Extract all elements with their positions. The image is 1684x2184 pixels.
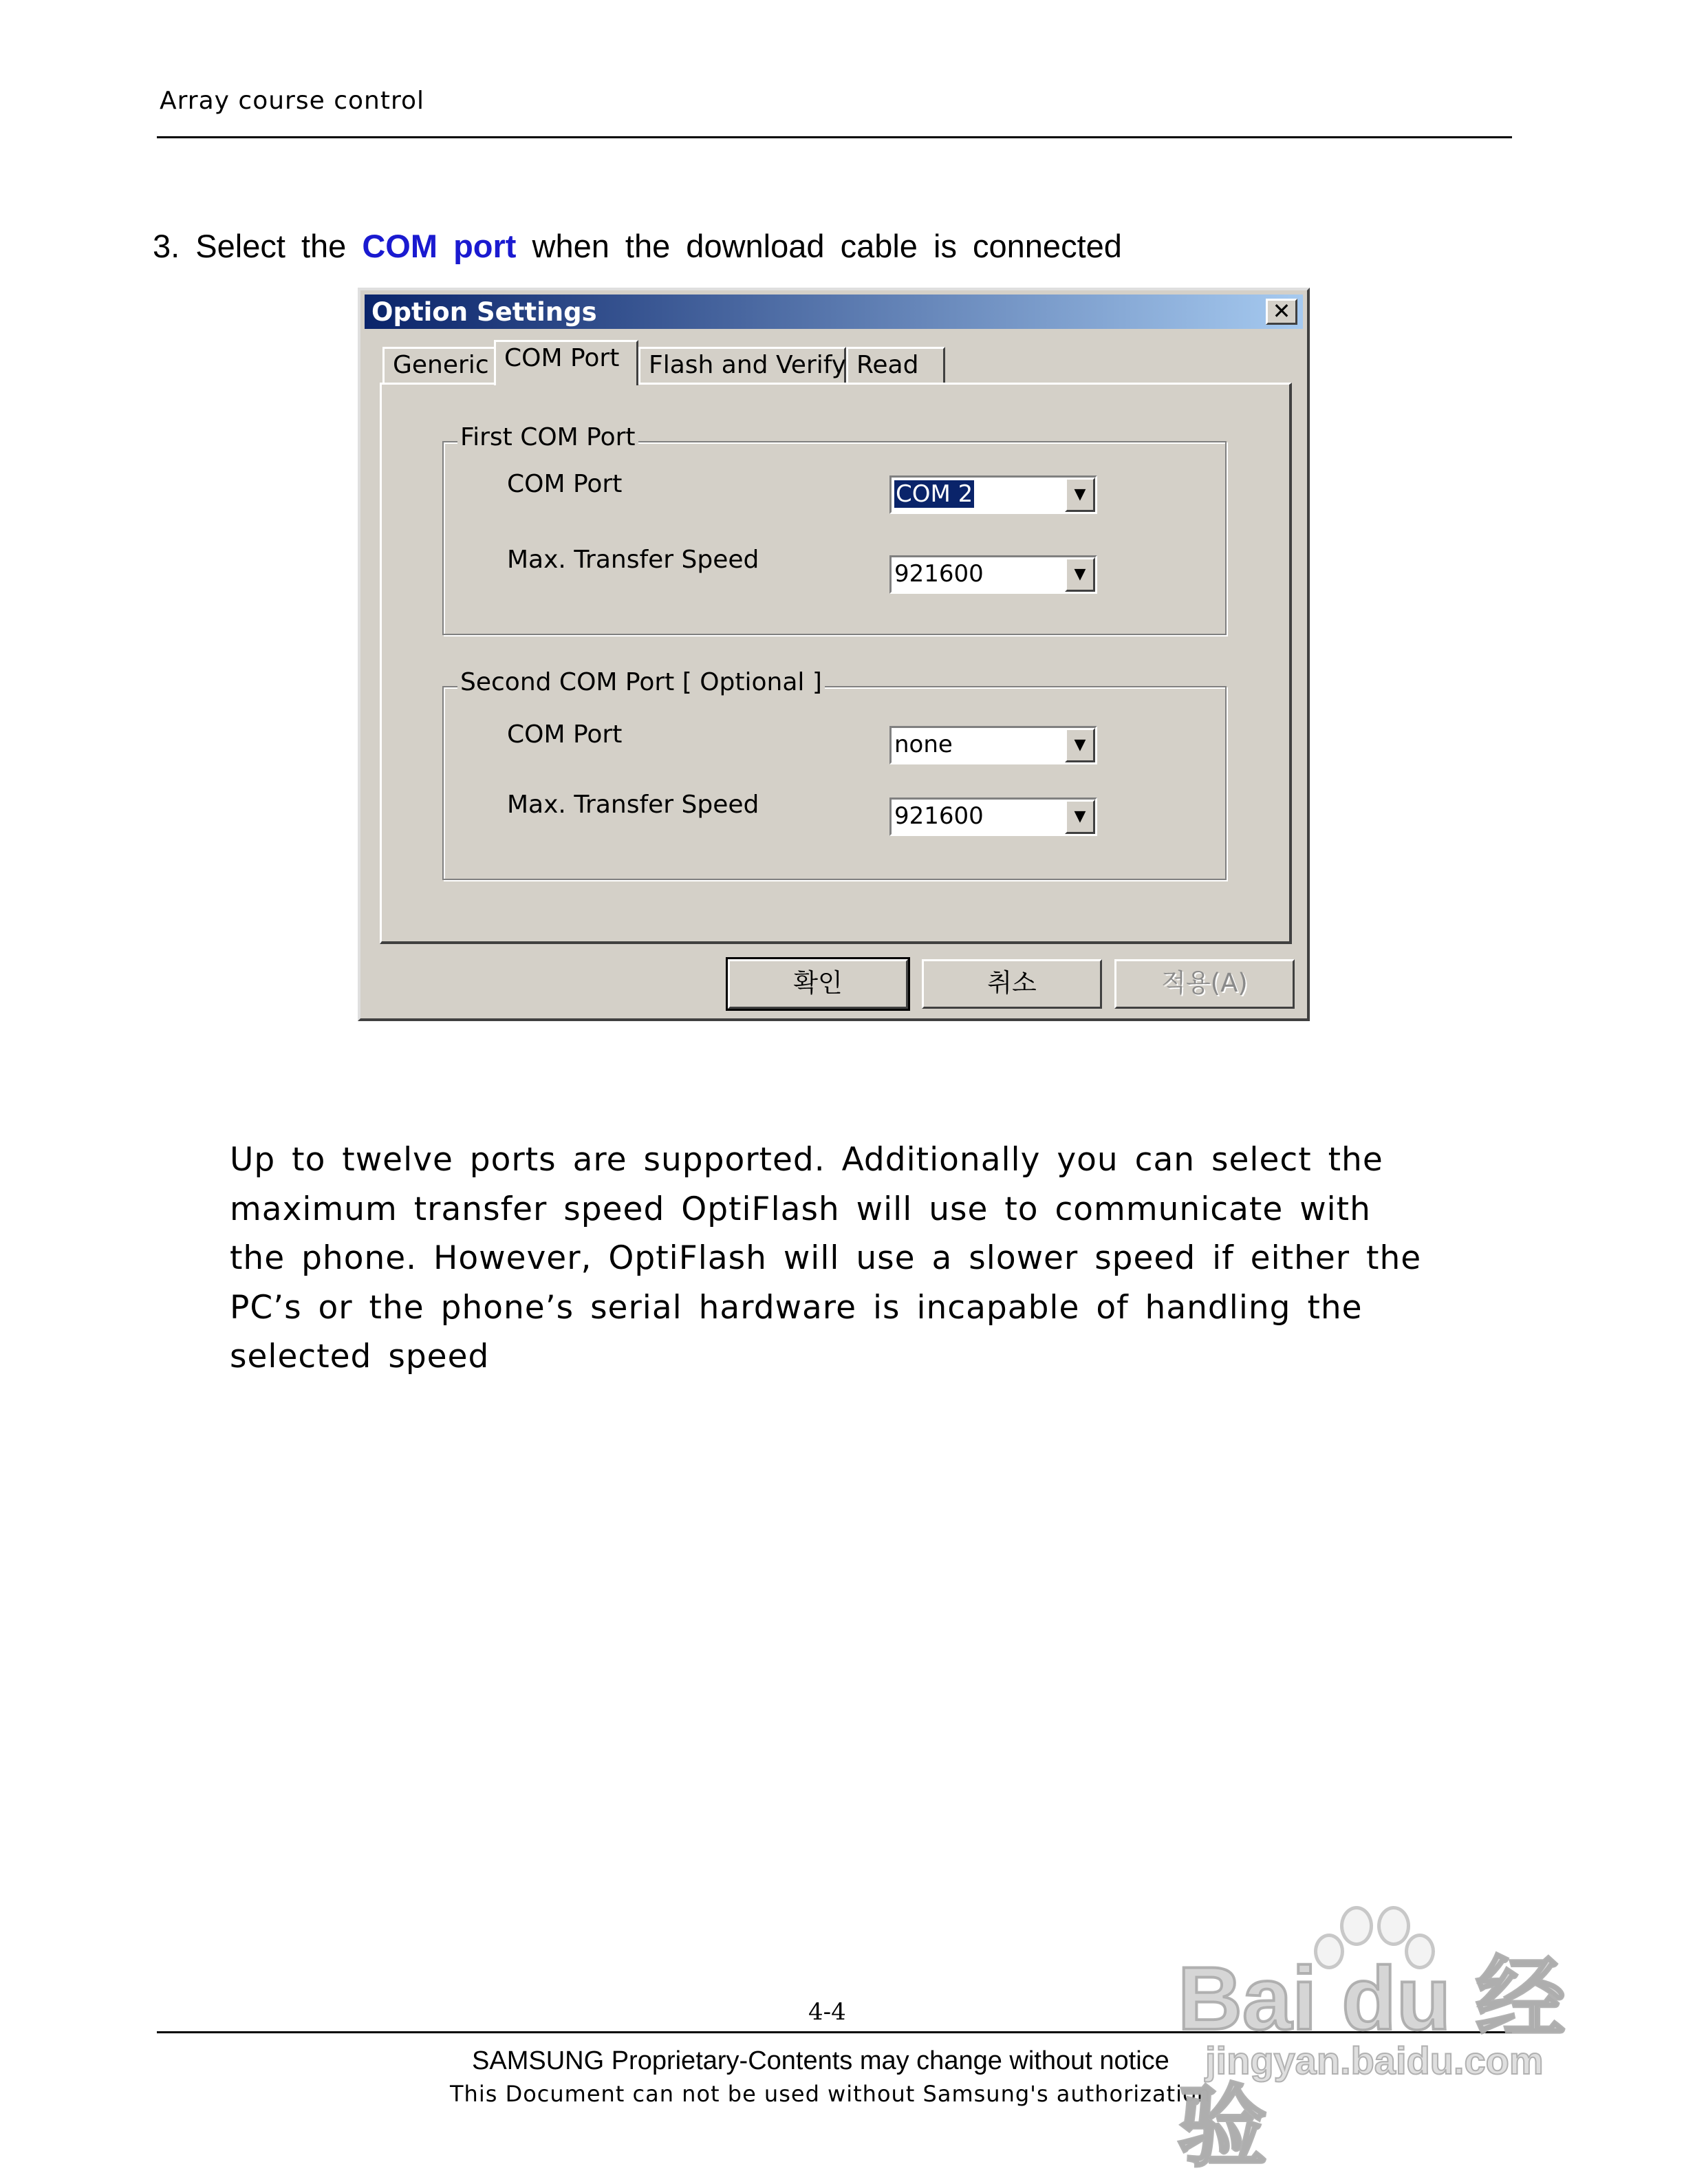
chevron-down-icon[interactable]: ▼ (1065, 728, 1095, 762)
body-paragraph (230, 1135, 1422, 1382)
first-com-port-group (442, 423, 1227, 635)
footer-authorization-notice: This Document can not be used without Samsung's authorization (450, 2081, 1211, 2107)
step-text-before: Select the (195, 228, 347, 264)
first-speed-select[interactable] (889, 555, 1097, 594)
dialog-title: Option Settings (371, 297, 597, 327)
baidu-watermark (1178, 1906, 1577, 2177)
page-number: 4-4 (808, 1998, 846, 2026)
running-header: Array course control (160, 87, 424, 115)
second-com-port-legend: Second COM Port [ Optional ] (457, 668, 825, 696)
step-number: 3. (153, 228, 180, 264)
paragraph-line: PC’s or the phone’s serial hardware is incapable of handling the (230, 1288, 1363, 1327)
chevron-down-icon[interactable]: ▼ (1065, 800, 1095, 834)
second-com-port-value: none (894, 731, 953, 758)
second-speed-label: Max. Transfer Speed (507, 791, 759, 819)
paragraph-line: the phone. However, OptiFlash will use a slower speed if either the (230, 1239, 1422, 1277)
second-speed-value: 921600 (894, 802, 984, 830)
tab-generic[interactable]: Generic (382, 347, 497, 383)
header-rule (157, 136, 1512, 138)
baidu-url-text: jingyan.baidu.com (1205, 2039, 1544, 2082)
footer-proprietary-notice: SAMSUNG Proprietary-Contents may change without notice (472, 2046, 1169, 2075)
first-speed-label: Max. Transfer Speed (507, 546, 759, 574)
second-speed-select[interactable] (889, 797, 1097, 836)
step-text-after: when the download cable is connected (532, 228, 1122, 264)
first-com-port-value: COM 2 (896, 480, 973, 508)
first-com-port-select[interactable] (889, 475, 1097, 514)
second-com-port-select[interactable] (889, 726, 1097, 764)
chevron-down-icon[interactable]: ▼ (1065, 557, 1095, 592)
baidu-logo-text: Bai du 经验 (1178, 1948, 1566, 2177)
step-highlight: COM port (362, 228, 517, 264)
first-com-port-legend: First COM Port (457, 423, 638, 451)
apply-button[interactable]: 적용(A) (1114, 959, 1295, 1009)
first-speed-value: 921600 (894, 560, 984, 588)
tab-com-port[interactable]: COM Port (494, 340, 638, 385)
first-com-port-label: COM Port (507, 470, 623, 498)
second-com-port-group (442, 668, 1227, 880)
step-instruction (153, 227, 1122, 265)
paragraph-line: maximum transfer speed OptiFlash will use to communicate with (230, 1190, 1371, 1228)
second-com-port-label: COM Port (507, 720, 623, 749)
tab-read[interactable]: Read (846, 347, 945, 383)
paragraph-line: Up to twelve ports are supported. Additionally you can select the (230, 1141, 1383, 1179)
paragraph-line: selected speed (230, 1338, 490, 1375)
ok-button[interactable]: 확인 (728, 959, 908, 1009)
close-icon[interactable]: ✕ (1266, 299, 1297, 325)
cancel-button[interactable]: 취소 (922, 959, 1102, 1009)
dialog-titlebar[interactable] (365, 295, 1303, 329)
option-settings-dialog (358, 288, 1310, 1021)
chevron-down-icon[interactable]: ▼ (1065, 478, 1095, 512)
com-port-panel (380, 383, 1292, 944)
tab-flash-and-verify[interactable]: Flash and Verify (638, 347, 846, 383)
